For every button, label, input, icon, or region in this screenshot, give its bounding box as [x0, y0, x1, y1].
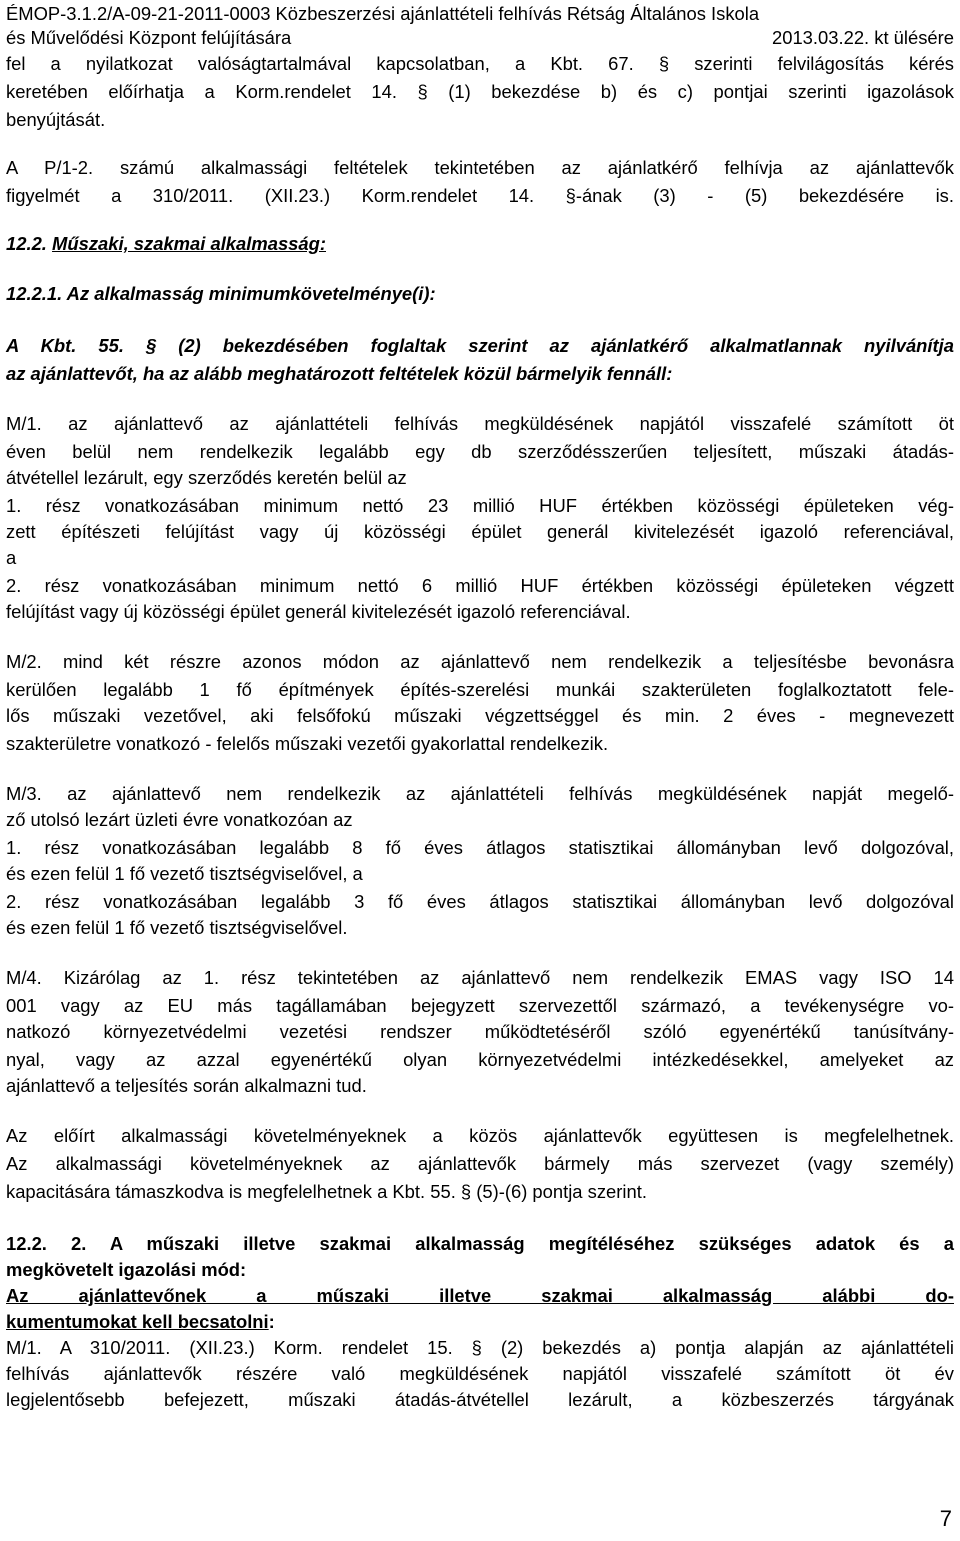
text-line: felújítást vagy új közösségi épület generál kivitelezését igazoló referenciával.: [6, 601, 631, 622]
text-line: a: [6, 547, 17, 568]
text-line: Az ajánlattevőnek a műszaki illetve szakmai alkalmasság alábbi do-: [6, 1285, 954, 1306]
text-line: M/1. az ajánlattevő az ajánlattételi felhívás megküldésének napjától visszafelé számított öt: [6, 413, 954, 434]
section-heading-12-2-1: 12.2.1. Az alkalmasság minimumkövetelménye(i):: [6, 283, 436, 304]
text-line: éven belül nem rendelkezik legalább egy db szerződésszerűen teljesített, műszaki átadás-: [6, 441, 954, 462]
text-line: szakterületre vonatkozó - felelős műszaki vezetői gyakorlattal rendelkezik.: [6, 733, 609, 754]
text-line: zett építészeti felújítást vagy új közösségi épület generál kivitelezését igazoló referenciával,: [6, 521, 954, 542]
section-heading-12-2-2-cont: megkövetelt igazolási mód:: [6, 1259, 247, 1280]
text-line: M/1. A 310/2011. (XII.23.) Korm. rendelet 15. § (2) bekezdés a) pontja alapján az ajánlattételi: [6, 1337, 954, 1358]
section-title: Műszaki, szakmai alkalmasság:: [52, 233, 326, 254]
header-date: 2013.03.22. kt ülésére: [772, 27, 954, 48]
text-line: 2. rész vonatkozásában legalább 3 fő éves átlagos statisztikai állományban levő dolgozóval: [6, 891, 954, 912]
text-line: 001 vagy az EU más tagállamában bejegyzett szervezettől származó, a tevékenységre vo-: [6, 995, 954, 1016]
text-line: M/4. Kizárólag az 1. rész tekintetében az ajánlattevő nem rendelkezik EMAS vagy ISO 14: [6, 967, 954, 988]
section-heading-12-2-2: 12.2. 2. A műszaki illetve szakmai alkalmasság megítéléséhez szükséges adatok és a: [6, 1233, 954, 1254]
text-line: ző utolsó lezárt üzleti évre vonatkozóan az: [6, 809, 353, 830]
text-line: A P/1-2. számú alkalmassági feltételek tekintetében az ajánlatkérő felhívja az ajánlattevők: [6, 157, 954, 178]
text-line: A Kbt. 55. § (2) bekezdésében foglaltak szerint az ajánlatkérő alkalmatlannak nyilvánítja: [6, 335, 954, 356]
text-line: 1. rész vonatkozásában legalább 8 fő éves átlagos statisztikai állományban levő dolgozóval,: [6, 837, 954, 858]
text-line: lős műszaki vezetővel, aki felsőfokú műszaki végzettséggel és min. 2 éves - megnevezett: [6, 705, 954, 726]
text-line: fel a nyilatkozat valóságtartalmával kapcsolatban, a Kbt. 67. § szerinti felvilágosítás kérés: [6, 53, 954, 74]
text-line: kerülően legalább 1 fő építmények építés-szerelési munkái szakterületen foglalkoztatott fele-: [6, 679, 954, 700]
text-line: 1. rész vonatkozásában minimum nettó 23 millió HUF értékben közösségi épületeken vég-: [6, 495, 954, 516]
text-line: Az alkalmassági követelményeknek az ajánlattevők bármely más szervezet (vagy személy): [6, 1153, 954, 1174]
text-line: legjelentősebb befejezett, műszaki átadás-átvétellel lezárult, a közbeszerzés tárgyának: [6, 1389, 954, 1410]
text-line: M/2. mind két részre azonos módon az ajánlattevő nem rendelkezik a teljesítésbe bevonásra: [6, 651, 954, 672]
page-number: 7: [939, 1506, 952, 1531]
text-line: és ezen felül 1 fő vezető tisztségviselővel.: [6, 917, 348, 938]
text-line: M/3. az ajánlattevő nem rendelkezik az ajánlattételi felhívás megküldésének napját megelő-: [6, 783, 954, 804]
text-line: felhívás ajánlattevők részére való megküldésének napjától visszafelé számított öt év: [6, 1363, 954, 1384]
text-line: ajánlattevő a teljesítés során alkalmazni tud.: [6, 1075, 367, 1096]
text-line: figyelmét a 310/2011. (XII.23.) Korm.rendelet 14. §-ának (3) - (5) bekezdésére is.: [6, 185, 954, 206]
text-line: kapacitására támaszkodva is megfelelhetnek a Kbt. 55. § (5)-(6) pontja szerint.: [6, 1181, 647, 1202]
text-line: natkozó környezetvédelmi vezetési rendszer működtetéséről szóló egyenértékű tanúsítvány-: [6, 1021, 954, 1042]
text-line: átvétellel lezárult, egy szerződés keretén belül az: [6, 467, 407, 488]
header-line-1: ÉMOP-3.1.2/A-09-21-2011-0003 Közbeszerzési ajánlattételi felhívás Rétság Általános Iskola: [6, 3, 760, 24]
section-heading-12-2: 12.2. Műszaki, szakmai alkalmasság:: [6, 233, 326, 254]
text-line: keretében előírhatja a Korm.rendelet 14. § (1) bekezdése b) és c) pontjai szerinti igazolások: [6, 81, 954, 102]
header-line-2: [6, 26, 954, 50]
text-line: 2. rész vonatkozásában minimum nettó 6 millió HUF értékben közösségi épületeken végzett: [6, 575, 954, 596]
text-line: nyal, vagy az azzal egyenértékű olyan környezetvédelmi intézkedésekkel, amelyeket az: [6, 1049, 954, 1070]
text-line: az ajánlattevőt, ha az alább meghatározott feltételek közül bármelyik fennáll:: [6, 363, 673, 384]
text-line: Az előírt alkalmassági követelményeknek a közös ajánlattevők együttesen is megfelelhetnek.: [6, 1125, 954, 1146]
header-line-2-left: és Művelődési Központ felújítására: [6, 27, 292, 48]
text-line: és ezen felül 1 fő vezető tisztségviselővel, a: [6, 863, 363, 884]
text-line: kumentumokat kell becsatolni:: [6, 1311, 275, 1332]
text-line: benyújtását.: [6, 109, 106, 130]
